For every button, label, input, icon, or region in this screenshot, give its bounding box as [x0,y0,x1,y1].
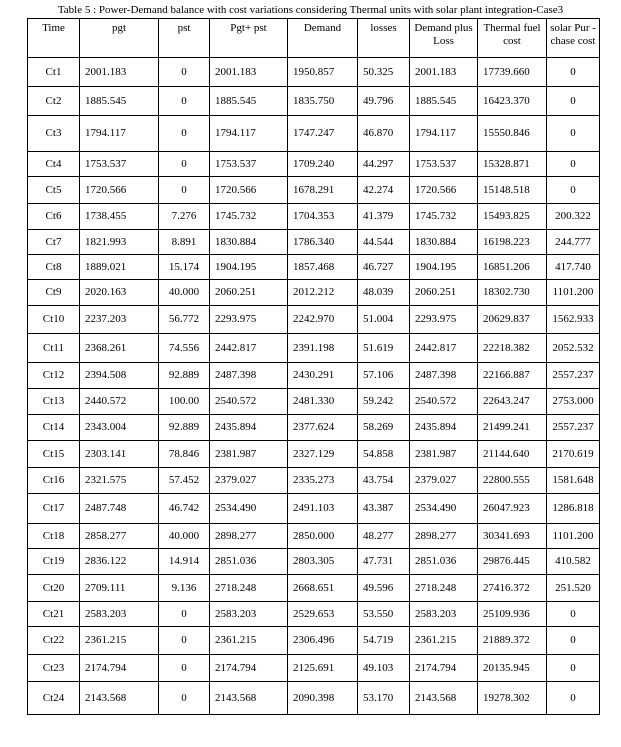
cell-pst: 0 [159,655,210,682]
cell-pst: 0 [159,602,210,627]
cell-thermal-fuel-cost: 15148.518 [478,177,547,204]
cell-solar-purchase-cost: 200.322 [547,204,600,230]
cell-demand-plus-loss: 2540.572 [410,389,478,415]
cell-pst: 0 [159,682,210,715]
cell-solar-purchase-cost: 0 [547,602,600,627]
cell-pgt: 1753.537 [80,152,159,177]
table-row [28,524,600,549]
cell-pgt: 2440.572 [80,389,159,415]
cell-demand: 2668.651 [288,575,358,602]
cell-time: Ct10 [28,306,80,334]
cell-pgt-plus-pst: 2001.183 [210,58,288,87]
table-row [28,306,600,334]
cell-pst: 46.742 [159,494,210,524]
cell-losses: 59.242 [358,389,410,415]
table-row [28,627,600,655]
cell-demand-plus-loss: 2487.398 [410,363,478,389]
cell-losses: 58.269 [358,415,410,441]
cell-pgt: 2237.203 [80,306,159,334]
cell-pgt: 2321.575 [80,468,159,494]
cell-solar-purchase-cost: 1562.933 [547,306,600,334]
header-pgt: pgt [80,19,159,58]
table-row [28,389,600,415]
cell-losses: 48.039 [358,280,410,306]
cell-pgt-plus-pst: 2718.248 [210,575,288,602]
table-row [28,87,600,116]
cell-demand: 2125.691 [288,655,358,682]
cell-pst: 7.276 [159,204,210,230]
cell-demand: 2430.291 [288,363,358,389]
cell-demand: 1704.353 [288,204,358,230]
cell-losses: 50.325 [358,58,410,87]
cell-pgt-plus-pst: 2143.568 [210,682,288,715]
table-row [28,280,600,306]
cell-pgt-plus-pst: 2381.987 [210,441,288,468]
cell-time: Ct6 [28,204,80,230]
cell-thermal-fuel-cost: 16851.206 [478,255,547,280]
table-row [28,116,600,152]
cell-losses: 51.004 [358,306,410,334]
cell-solar-purchase-cost: 2170.619 [547,441,600,468]
cell-time: Ct13 [28,389,80,415]
cell-time: Ct8 [28,255,80,280]
cell-pgt-plus-pst: 2583.203 [210,602,288,627]
cell-pgt: 2001.183 [80,58,159,87]
table-row [28,602,600,627]
cell-time: Ct23 [28,655,80,682]
cell-thermal-fuel-cost: 25109.936 [478,602,547,627]
cell-pgt-plus-pst: 2361.215 [210,627,288,655]
cell-losses: 44.544 [358,230,410,255]
cell-solar-purchase-cost: 1101.200 [547,524,600,549]
table-row [28,334,600,363]
cell-pst: 78.846 [159,441,210,468]
cell-losses: 47.731 [358,549,410,575]
cell-thermal-fuel-cost: 18302.730 [478,280,547,306]
cell-pst: 40.000 [159,524,210,549]
cell-solar-purchase-cost: 0 [547,87,600,116]
cell-solar-purchase-cost: 1286.818 [547,494,600,524]
cell-time: Ct15 [28,441,80,468]
cell-pgt-plus-pst: 2898.277 [210,524,288,549]
cell-thermal-fuel-cost: 22643.247 [478,389,547,415]
cell-pst: 0 [159,152,210,177]
cell-pst: 8.891 [159,230,210,255]
header-time: Time [28,19,80,58]
cell-demand: 1678.291 [288,177,358,204]
cell-demand: 2335.273 [288,468,358,494]
cell-demand-plus-loss: 1904.195 [410,255,478,280]
cell-pgt: 2020.163 [80,280,159,306]
cell-pgt-plus-pst: 2435.894 [210,415,288,441]
cell-time: Ct14 [28,415,80,441]
cell-solar-purchase-cost: 1581.648 [547,468,600,494]
cell-thermal-fuel-cost: 29876.445 [478,549,547,575]
header-pgt-plus-pst: Pgt+ pst [210,19,288,58]
cell-thermal-fuel-cost: 22166.887 [478,363,547,389]
cell-pgt-plus-pst: 2487.398 [210,363,288,389]
table-row [28,177,600,204]
cell-solar-purchase-cost: 0 [547,58,600,87]
cell-demand: 2012.212 [288,280,358,306]
cell-demand-plus-loss: 2435.894 [410,415,478,441]
cell-demand: 2090.398 [288,682,358,715]
cell-losses: 41.379 [358,204,410,230]
cell-demand-plus-loss: 1745.732 [410,204,478,230]
cell-losses: 46.727 [358,255,410,280]
cell-thermal-fuel-cost: 19278.302 [478,682,547,715]
cell-demand: 2327.129 [288,441,358,468]
table-row [28,58,600,87]
cell-pgt-plus-pst: 2851.036 [210,549,288,575]
cell-pgt: 2174.794 [80,655,159,682]
header-demand: Demand [288,19,358,58]
cell-pst: 56.772 [159,306,210,334]
cell-losses: 42.274 [358,177,410,204]
cell-pgt-plus-pst: 2174.794 [210,655,288,682]
table-caption: Table 5 : Power-Demand balance with cost variations considering Thermal units with solar plant integration-Case3 [57,4,564,16]
cell-thermal-fuel-cost: 15550.846 [478,116,547,152]
cell-thermal-fuel-cost: 22800.555 [478,468,547,494]
cell-pgt-plus-pst: 2534.490 [210,494,288,524]
cell-time: Ct5 [28,177,80,204]
cell-pgt-plus-pst: 2540.572 [210,389,288,415]
cell-losses: 49.596 [358,575,410,602]
cell-solar-purchase-cost: 0 [547,682,600,715]
cell-demand: 2850.000 [288,524,358,549]
cell-pgt: 2709.111 [80,575,159,602]
cell-demand-plus-loss: 2143.568 [410,682,478,715]
table-row [28,230,600,255]
cell-time: Ct22 [28,627,80,655]
cell-losses: 46.870 [358,116,410,152]
cell-losses: 43.387 [358,494,410,524]
cell-pst: 0 [159,177,210,204]
cell-pst: 14.914 [159,549,210,575]
cell-pst: 92.889 [159,363,210,389]
cell-time: Ct2 [28,87,80,116]
cell-pgt: 1738.455 [80,204,159,230]
cell-demand: 1950.857 [288,58,358,87]
cell-pgt: 2583.203 [80,602,159,627]
cell-time: Ct24 [28,682,80,715]
cell-pst: 57.452 [159,468,210,494]
cell-demand-plus-loss: 1720.566 [410,177,478,204]
cell-time: Ct4 [28,152,80,177]
cell-pst: 40.000 [159,280,210,306]
cell-pgt-plus-pst: 1885.545 [210,87,288,116]
cell-losses: 43.754 [358,468,410,494]
cell-losses: 48.277 [358,524,410,549]
cell-pgt-plus-pst: 2379.027 [210,468,288,494]
cell-demand: 1709.240 [288,152,358,177]
cell-time: Ct16 [28,468,80,494]
cell-time: Ct1 [28,58,80,87]
cell-pgt: 1794.117 [80,116,159,152]
cell-thermal-fuel-cost: 21144.640 [478,441,547,468]
cell-demand: 2242.970 [288,306,358,334]
table-row [28,415,600,441]
cell-pgt: 2836.122 [80,549,159,575]
cell-solar-purchase-cost: 0 [547,152,600,177]
cell-pst: 9.136 [159,575,210,602]
table-row [28,152,600,177]
cell-time: Ct9 [28,280,80,306]
cell-demand-plus-loss: 2718.248 [410,575,478,602]
cell-time: Ct11 [28,334,80,363]
cell-demand: 2803.305 [288,549,358,575]
header-losses: losses [358,19,410,58]
cell-demand: 2481.330 [288,389,358,415]
cell-losses: 54.858 [358,441,410,468]
cell-demand-plus-loss: 2379.027 [410,468,478,494]
cell-thermal-fuel-cost: 20135.945 [478,655,547,682]
cell-pst: 0 [159,116,210,152]
cell-solar-purchase-cost: 244.777 [547,230,600,255]
cell-time: Ct7 [28,230,80,255]
cell-solar-purchase-cost: 0 [547,116,600,152]
table-row [28,575,600,602]
cell-demand-plus-loss: 2534.490 [410,494,478,524]
cell-solar-purchase-cost: 2557.237 [547,415,600,441]
cell-pgt-plus-pst: 2293.975 [210,306,288,334]
cell-pgt: 1889.021 [80,255,159,280]
cell-pgt: 2361.215 [80,627,159,655]
cell-demand: 2491.103 [288,494,358,524]
cell-thermal-fuel-cost: 16423.370 [478,87,547,116]
cell-solar-purchase-cost: 410.582 [547,549,600,575]
cell-solar-purchase-cost: 1101.200 [547,280,600,306]
cell-losses: 53.550 [358,602,410,627]
cell-solar-purchase-cost: 2052.532 [547,334,600,363]
cell-pst: 92.889 [159,415,210,441]
cell-pst: 100.00 [159,389,210,415]
cell-time: Ct17 [28,494,80,524]
cell-losses: 53.170 [358,682,410,715]
cell-pst: 74.556 [159,334,210,363]
cell-pgt-plus-pst: 1720.566 [210,177,288,204]
cell-time: Ct21 [28,602,80,627]
cell-losses: 49.103 [358,655,410,682]
cell-demand-plus-loss: 1753.537 [410,152,478,177]
cell-pgt: 2343.004 [80,415,159,441]
cell-thermal-fuel-cost: 26047.923 [478,494,547,524]
cell-losses: 54.719 [358,627,410,655]
cell-demand: 1786.340 [288,230,358,255]
cell-demand: 1835.750 [288,87,358,116]
cell-demand-plus-loss: 1830.884 [410,230,478,255]
cell-losses: 49.796 [358,87,410,116]
cell-thermal-fuel-cost: 15328.871 [478,152,547,177]
cell-demand-plus-loss: 2851.036 [410,549,478,575]
header-thermal-fuel-cost: Thermal fuel cost [478,19,547,58]
cell-thermal-fuel-cost: 16198.223 [478,230,547,255]
cell-demand-plus-loss: 2583.203 [410,602,478,627]
cell-solar-purchase-cost: 2557.237 [547,363,600,389]
table-row [28,468,600,494]
cell-demand-plus-loss: 2174.794 [410,655,478,682]
cell-pgt: 2368.261 [80,334,159,363]
cell-time: Ct20 [28,575,80,602]
cell-solar-purchase-cost: 0 [547,177,600,204]
table-row [28,441,600,468]
cell-pgt-plus-pst: 1753.537 [210,152,288,177]
cell-thermal-fuel-cost: 17739.660 [478,58,547,87]
cell-losses: 51.619 [358,334,410,363]
cell-demand: 1747.247 [288,116,358,152]
table-row [28,204,600,230]
cell-pgt: 2143.568 [80,682,159,715]
cell-pgt: 1821.993 [80,230,159,255]
cell-pgt: 2394.508 [80,363,159,389]
cell-demand-plus-loss: 1885.545 [410,87,478,116]
cell-solar-purchase-cost: 251.520 [547,575,600,602]
cell-solar-purchase-cost: 417.740 [547,255,600,280]
cell-pst: 0 [159,58,210,87]
cell-time: Ct18 [28,524,80,549]
cell-solar-purchase-cost: 0 [547,627,600,655]
cell-solar-purchase-cost: 0 [547,655,600,682]
cell-thermal-fuel-cost: 15493.825 [478,204,547,230]
table-row [28,255,600,280]
cell-thermal-fuel-cost: 27416.372 [478,575,547,602]
cell-pst: 15.174 [159,255,210,280]
cell-time: Ct12 [28,363,80,389]
cell-losses: 57.106 [358,363,410,389]
cell-demand: 2529.653 [288,602,358,627]
cell-demand: 2306.496 [288,627,358,655]
cell-demand-plus-loss: 2442.817 [410,334,478,363]
cell-pgt: 2487.748 [80,494,159,524]
cell-pgt-plus-pst: 1904.195 [210,255,288,280]
header-pst: pst [159,19,210,58]
cell-pgt-plus-pst: 2442.817 [210,334,288,363]
cell-demand: 2391.198 [288,334,358,363]
cell-pgt-plus-pst: 2060.251 [210,280,288,306]
table-row [28,655,600,682]
cell-pgt: 2858.277 [80,524,159,549]
cell-demand-plus-loss: 1794.117 [410,116,478,152]
cell-time: Ct3 [28,116,80,152]
cell-thermal-fuel-cost: 21499.241 [478,415,547,441]
cell-demand-plus-loss: 2060.251 [410,280,478,306]
header-row [28,19,600,58]
cell-pgt: 2303.141 [80,441,159,468]
header-solar-purchase-cost: solar Pur - chase cost [547,19,600,58]
cell-solar-purchase-cost: 2753.000 [547,389,600,415]
cell-demand-plus-loss: 2898.277 [410,524,478,549]
cell-pgt-plus-pst: 1745.732 [210,204,288,230]
cell-thermal-fuel-cost: 30341.693 [478,524,547,549]
cell-pst: 0 [159,87,210,116]
cell-pgt: 1720.566 [80,177,159,204]
cell-demand: 2377.624 [288,415,358,441]
header-demand-plus-loss: Demand plus Loss [410,19,478,58]
cell-thermal-fuel-cost: 21889.372 [478,627,547,655]
table-row [28,363,600,389]
cell-demand-plus-loss: 2001.183 [410,58,478,87]
table-row [28,494,600,524]
cell-pst: 0 [159,627,210,655]
cell-thermal-fuel-cost: 20629.837 [478,306,547,334]
table-row [28,682,600,715]
cell-time: Ct19 [28,549,80,575]
table-row [28,549,600,575]
cell-losses: 44.297 [358,152,410,177]
cell-thermal-fuel-cost: 22218.382 [478,334,547,363]
cell-pgt-plus-pst: 1794.117 [210,116,288,152]
cell-demand-plus-loss: 2293.975 [410,306,478,334]
cell-pgt: 1885.545 [80,87,159,116]
cell-pgt-plus-pst: 1830.884 [210,230,288,255]
cell-demand-plus-loss: 2381.987 [410,441,478,468]
power-demand-table [27,18,600,715]
cell-demand: 1857.468 [288,255,358,280]
cell-demand-plus-loss: 2361.215 [410,627,478,655]
